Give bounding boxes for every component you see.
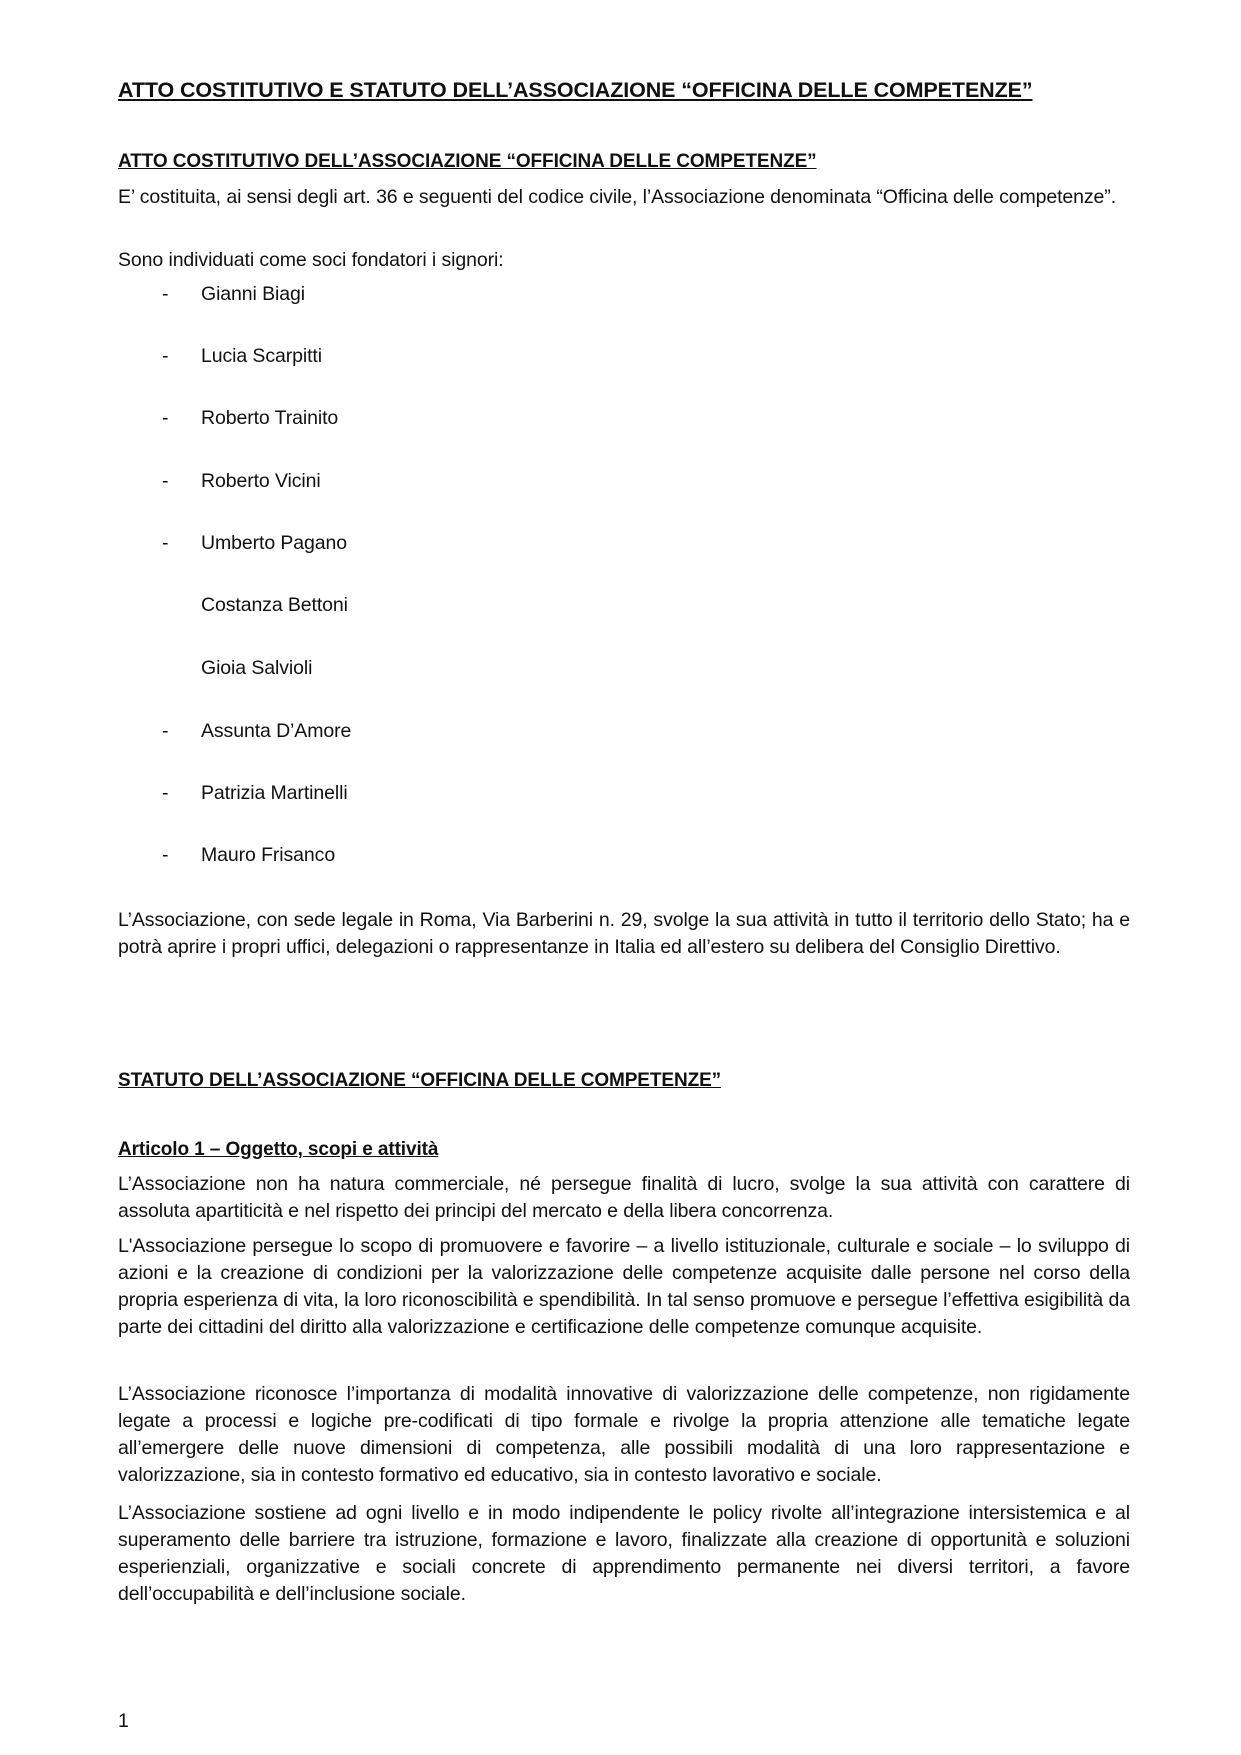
list-bullet: - bbox=[162, 470, 169, 492]
sede-paragraph: L’Associazione, con sede legale in Roma, Via Barberini n. 29, svolge la sua attività in tutto il territorio dello Stato; ha e potrà aprire i propri uffici, delegazioni o rappresentanze in Italia ed all’estero su delibera del Consiglio Direttivo. bbox=[118, 909, 1130, 958]
page-number: 1 bbox=[118, 1710, 129, 1732]
list-bullet: - bbox=[162, 407, 169, 429]
document-title: ATTO COSTITUTIVO E STATUTO DELL’ASSOCIAZIONE “OFFICINA DELLE COMPETENZE” bbox=[118, 78, 1033, 102]
list-bullet: - bbox=[162, 844, 169, 866]
founder-name: Lucia Scarpitti bbox=[201, 345, 322, 367]
founder-name: Assunta D’Amore bbox=[201, 720, 352, 742]
founder-name: Roberto Vicini bbox=[201, 470, 321, 492]
article-1-paragraph: L'Associazione persegue lo scopo di promuovere e favorire – a livello istituzionale, culturale e sociale – lo sviluppo di azioni e la creazione di condizioni per la valorizzazione delle competenze acquisite dalle persone nel corso della propria esperienza di vita, la loro riconoscibilità e spendibilità. In tal senso promuove e persegue l’effettiva esigibilità da parte dei cittadini del diritto alla valorizzazione e certificazione delle competenze comunque acquisite. bbox=[118, 1235, 1130, 1338]
list-bullet: - bbox=[162, 532, 169, 554]
atto-heading: ATTO COSTITUTIVO DELL’ASSOCIAZIONE “OFFICINA DELLE COMPETENZE” bbox=[118, 151, 817, 172]
founder-name: Gianni Biagi bbox=[201, 283, 305, 305]
statuto-heading: STATUTO DELL’ASSOCIAZIONE “OFFICINA DELLE COMPETENZE” bbox=[118, 1070, 722, 1091]
list-bullet: - bbox=[162, 720, 169, 742]
founder-name: Gioia Salvioli bbox=[201, 657, 313, 679]
article-1-heading: Articolo 1 – Oggetto, scopi e attività bbox=[118, 1139, 439, 1160]
article-1-paragraph: L’Associazione non ha natura commerciale, né persegue finalità di lucro, svolge la sua attività con carattere di assoluta apartiticità e nel rispetto dei principi del mercato e della libera concorrenza. bbox=[118, 1173, 1130, 1222]
list-bullet: - bbox=[162, 782, 169, 804]
founder-name: Costanza Bettoni bbox=[201, 594, 348, 616]
article-1-paragraph: L’Associazione riconosce l’importanza di modalità innovative di valorizzazione delle competenze, non rigidamente legate a processi e logiche pre-codificati di tipo formale e rivolge la propria attenzione alle tematiche legate all’emergere delle nuove dimensioni di competenza, alle possibili modalità di una loro rappresentazione e valorizzazione, sia in contesto formativo ed educativo, sia in contesto lavorativo e sociale. bbox=[118, 1383, 1130, 1486]
founder-name: Patrizia Martinelli bbox=[201, 782, 348, 804]
atto-intro-paragraph: E’ costituita, ai sensi degli art. 36 e seguenti del codice civile, l’Associazione denominata “Officina delle competenze”. bbox=[118, 186, 1117, 208]
article-1-paragraph: L’Associazione sostiene ad ogni livello e in modo indipendente le policy rivolte all’integrazione intersistemica e al superamento delle barriere tra istruzione, formazione e lavoro, finalizzate alla creazione di opportunità e soluzioni esperienziali, organizzative e sociali concrete di apprendimento permanente nei diversi territori, a favore dell’occupabilità e dell’inclusione sociale. bbox=[118, 1502, 1130, 1605]
list-bullet: - bbox=[162, 345, 169, 367]
founder-name: Umberto Pagano bbox=[201, 532, 348, 554]
list-bullet: - bbox=[162, 283, 169, 305]
founders-intro: Sono individuati come soci fondatori i signori: bbox=[118, 249, 504, 271]
founder-name: Roberto Trainito bbox=[201, 407, 339, 429]
founder-name: Mauro Frisanco bbox=[201, 844, 336, 866]
